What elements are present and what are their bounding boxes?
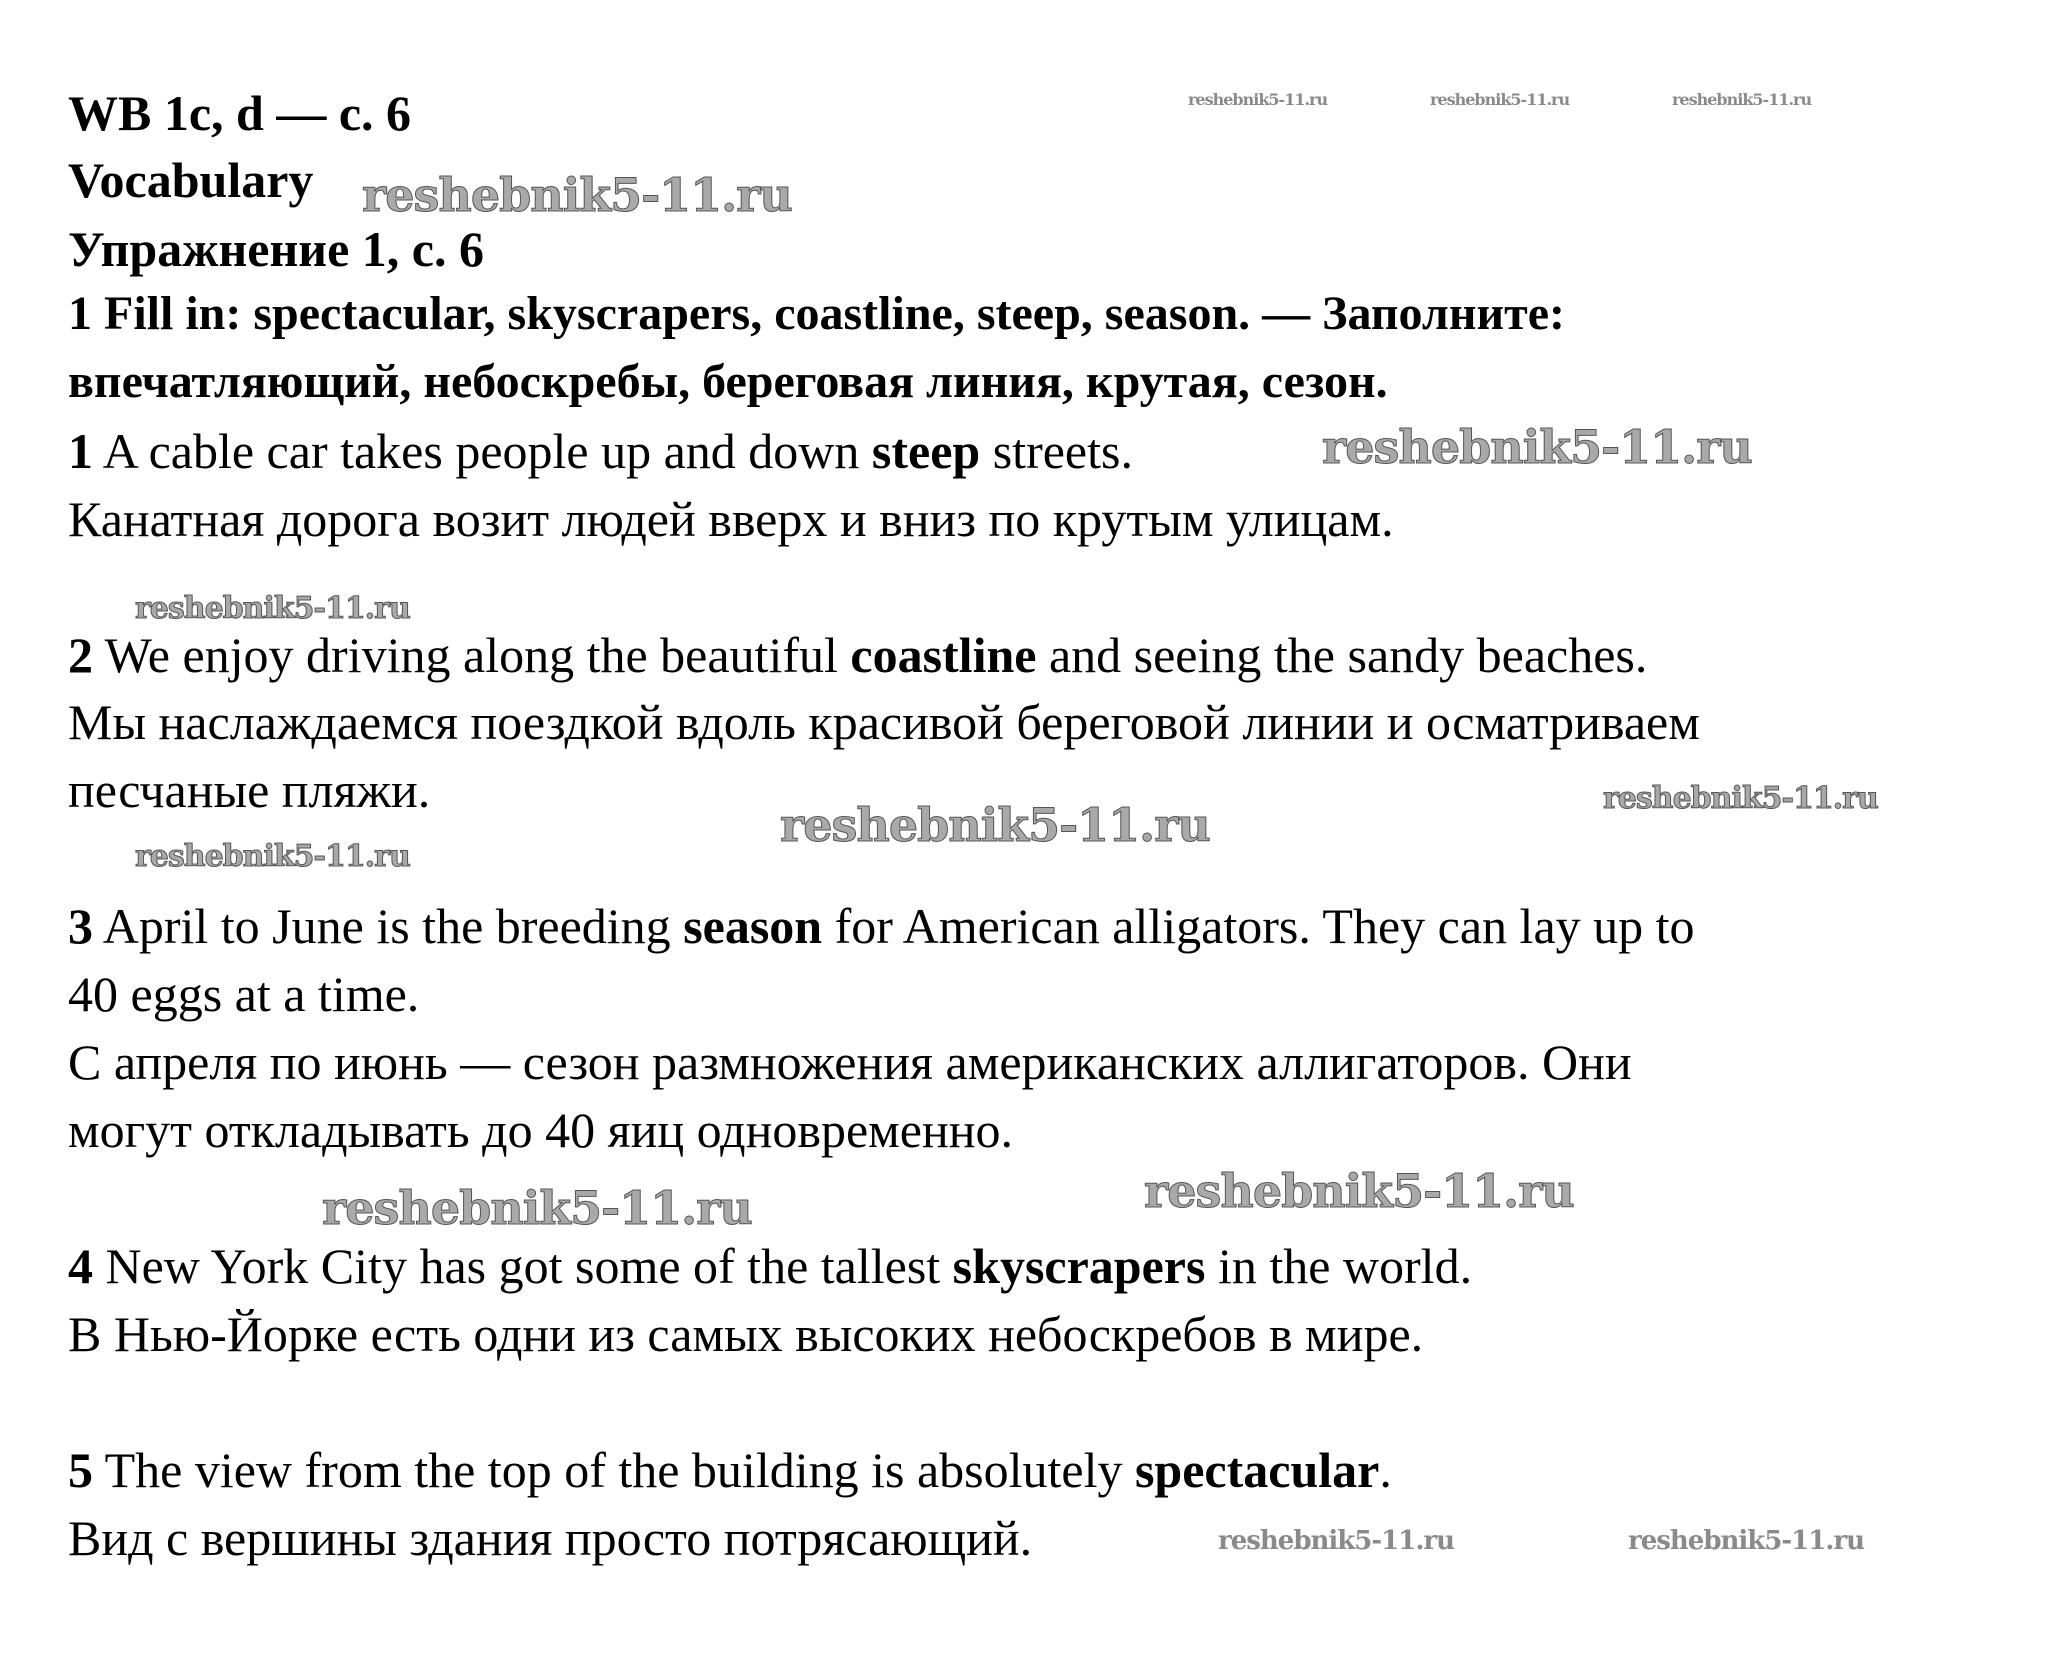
exercise-title: Упражнение 1, с. 6 [68, 221, 484, 277]
watermark: reshebnik5-11.ru [135, 839, 410, 874]
sentence-text: streets. [980, 423, 1133, 479]
watermark: reshebnik5-11.ru [1628, 1526, 1865, 1556]
item-number: 1 [68, 423, 93, 479]
sentence-text: in the world. [1205, 1238, 1473, 1294]
item-5-russian: Вид с вершины здания просто потрясающий. [68, 1510, 1033, 1566]
item-number: 2 [68, 627, 93, 683]
item-3-russian-line-2: могут откладывать до 40 яиц одновременно. [68, 1102, 1014, 1158]
item-number: 5 [68, 1442, 93, 1498]
sentence-text: The view from the top of the building is absolutely [93, 1442, 1135, 1498]
item-2-english [68, 627, 1648, 683]
sentence-text: for American alligators. They can lay up to [822, 898, 1695, 954]
answer-word: skyscrapers [952, 1238, 1206, 1294]
sentence-text: New York City has got some of the tallest [93, 1238, 953, 1294]
answer-word: steep [871, 423, 981, 479]
task-instruction-line-2: впечатляющий, небоскребы, береговая линия, крутая, сезон. [68, 355, 1388, 408]
item-4-russian: В Нью-Йорке есть одни из самых высоких небоскребов в мире. [68, 1306, 1424, 1362]
item-3-english-line-1 [68, 898, 1695, 954]
item-5-english [68, 1442, 1392, 1498]
page-title: WB 1c, d — c. 6 [68, 85, 412, 141]
sentence-text: A cable car takes people up and down [93, 423, 872, 479]
sentence-text: April to June is the breeding [93, 898, 684, 954]
sentence-text: and seeing the sandy beaches. [1036, 627, 1648, 683]
section-title: Vocabulary [68, 152, 314, 208]
answer-word: spectacular [1134, 1442, 1380, 1498]
watermark: reshebnik5-11.ru [1322, 420, 1752, 474]
item-2-russian-line-2: песчаные пляжи. [68, 762, 431, 818]
watermark: reshebnik5-11.ru [1144, 1164, 1574, 1218]
watermark: reshebnik5-11.ru [135, 591, 410, 626]
answer-word: coastline [850, 627, 1037, 683]
watermark: reshebnik5-11.ru [1672, 90, 1812, 109]
item-1-russian: Канатная дорога возит людей вверх и вниз по крутым улицам. [68, 491, 1394, 547]
item-3-russian-line-1: С апреля по июнь — сезон размножения американских аллигаторов. Они [68, 1034, 1632, 1090]
answer-word: season [683, 898, 823, 954]
watermark: reshebnik5-11.ru [780, 798, 1210, 852]
watermark: reshebnik5-11.ru [1188, 90, 1328, 109]
sentence-text: . [1379, 1442, 1392, 1498]
item-1-english [68, 423, 1133, 479]
watermark: reshebnik5-11.ru [362, 168, 792, 222]
watermark: reshebnik5-11.ru [1603, 781, 1878, 816]
item-2-russian-line-1: Мы наслаждаемся поездкой вдоль красивой береговой линии и осматриваем [68, 694, 1700, 750]
item-3-english-line-2: 40 eggs at a time. [68, 966, 420, 1022]
watermark: reshebnik5-11.ru [1430, 90, 1570, 109]
watermark: reshebnik5-11.ru [1218, 1526, 1455, 1556]
sentence-text: We enjoy driving along the beautiful [93, 627, 851, 683]
item-4-english [68, 1238, 1473, 1294]
item-number: 4 [68, 1238, 93, 1294]
item-number: 3 [68, 898, 93, 954]
task-instruction-line-1: 1 Fill in: spectacular, skyscrapers, coastline, steep, season. — Заполните: [68, 287, 1565, 340]
watermark: reshebnik5-11.ru [322, 1181, 752, 1235]
